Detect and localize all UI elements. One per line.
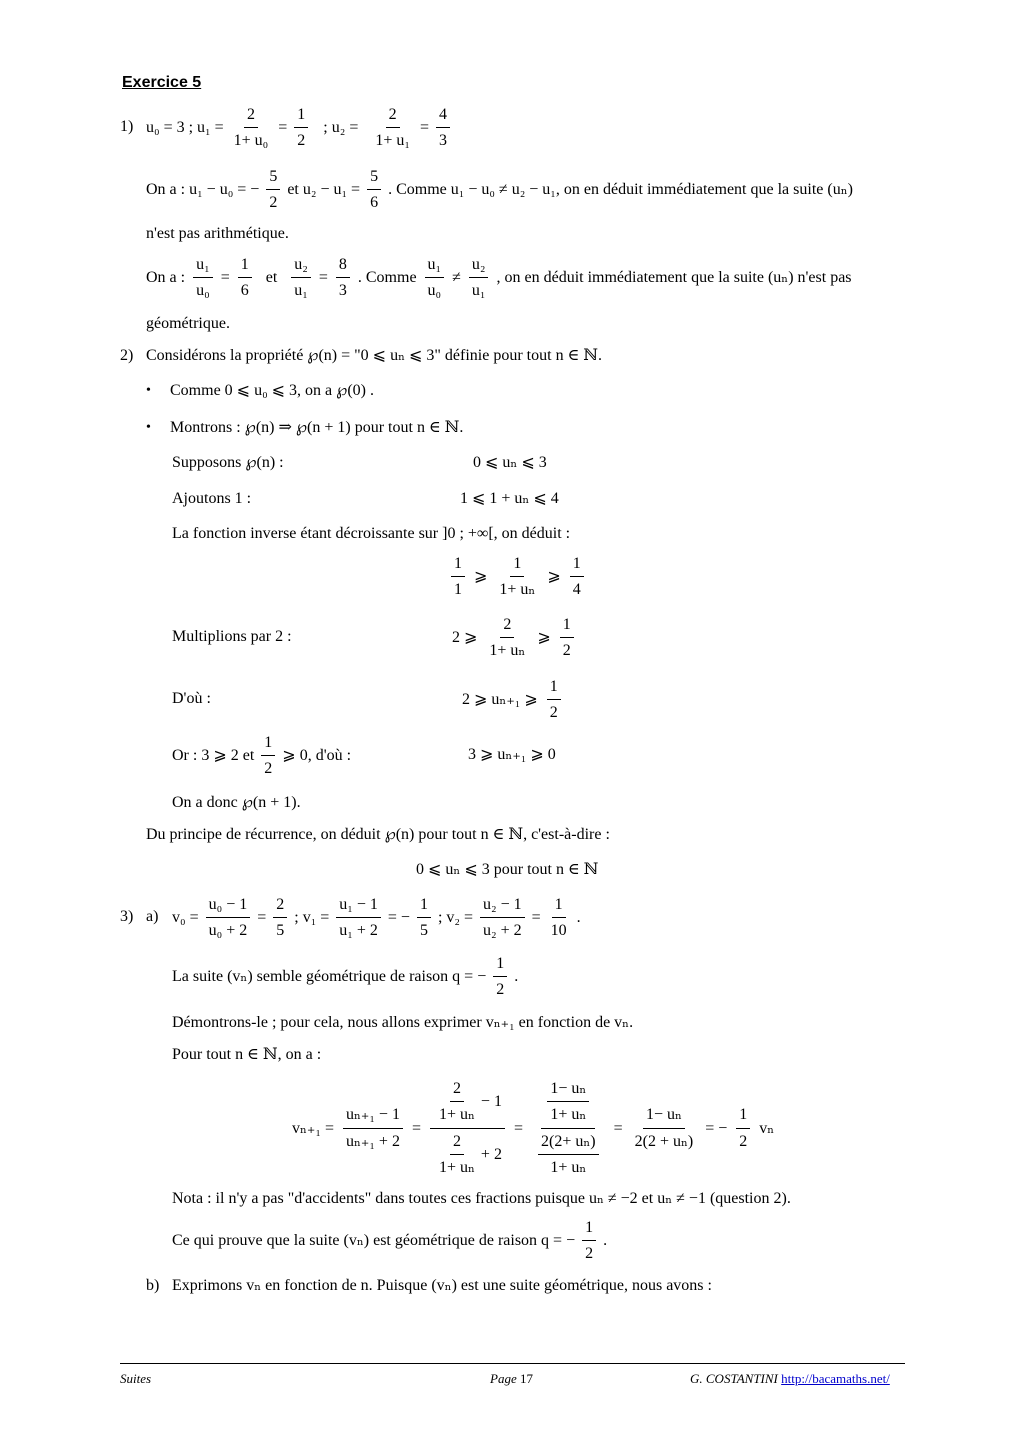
semble-line: La suite (vₙ) semble géométrique de raison q = − $\frac{1}{2}$ . bbox=[172, 955, 519, 999]
u1-result-fraction: $\frac{1}{2}$ bbox=[294, 106, 308, 151]
footer-rule bbox=[120, 1363, 905, 1364]
geo-frac-1: $\frac{\text{u₁}}{\text{u₀}}$ bbox=[193, 256, 213, 301]
footer-link[interactable]: http://bacamaths.net/ bbox=[781, 1371, 890, 1386]
u1-fraction: $\frac{2}{\text{1+ u₀}}$ bbox=[233, 106, 269, 150]
big-equation: vₙ₊₁ = $\frac{\text{uₙ₊₁ − 1}}{\text{uₙ₊₁ + 2}}$ = 2 1+ uₙ − 1 2 1+ uₙ + 2 = $\frac{\frac{\text{1− uₙ}}{\text{1+ uₙ}}}{\frac{\text{2(2+ uₙ)}}{\text{1+ uₙ}}}$ = $\frac{\text{1− uₙ}}{\text{2(2 + uₙ)}}$ = − $\frac{1}{2}$ vₙ bbox=[292, 1080, 775, 1177]
q3b-label: b) bbox=[146, 1277, 160, 1294]
geo-frac-3: $\frac{\text{u₂}}{\text{u₁}}$ bbox=[291, 256, 311, 301]
geo-frac-2: $\frac{1}{6}$ bbox=[238, 256, 252, 301]
multiply-label: Multiplions par 2 : bbox=[172, 628, 292, 645]
q3b-text: Exprimons vₙ en fonction de n. Puisque (vₙ) est une suite géométrique, nous avons : bbox=[172, 1277, 712, 1294]
v1-frac: $\frac{\text{u₁ − 1}}{\text{u₁ + 2}}$ bbox=[336, 896, 381, 941]
exercise-title: Exercice 5 bbox=[122, 74, 202, 91]
q1-arith-line: On a : u₁ − u₀ = − $\frac{5}{2}$ et u₂ − u₁ = $\frac{5}{6}$ . Comme u₁ − u₀ ≠ u₂ − u₁, on en déduit immédiatement que la suite (uₙ) bbox=[146, 168, 853, 212]
inv-frac-3: 1 4 bbox=[570, 555, 584, 600]
semble-frac: $\frac{1}{2}$ bbox=[493, 955, 507, 1000]
suppose-value: 0 ⩽ uₙ ⩽ 3 bbox=[473, 454, 547, 471]
inv-frac-2: 1 1+ uₙ bbox=[499, 555, 536, 599]
q1-not-arith: n'est pas arithmétique. bbox=[146, 225, 289, 242]
q2-init: Comme 0 ⩽ u₀ ⩽ 3, on a ℘(0) . bbox=[170, 382, 374, 399]
inverse-text: La fonction inverse étant décroissante sur ]0 ; +∞[, on déduit : bbox=[172, 525, 571, 542]
big-frac-1: $\frac{\text{uₙ₊₁ − 1}}{\text{uₙ₊₁ + 2}}$ bbox=[343, 1106, 403, 1151]
footer-left: Suites bbox=[120, 1371, 152, 1386]
q2-intro: Considérons la propriété ℘(n) = "0 ⩽ uₙ ⩽ 3" définie pour tout n ∈ ℕ. bbox=[146, 347, 603, 364]
arith-frac-2: $\frac{5}{6}$ bbox=[367, 168, 381, 213]
prouve-line: Ce qui prouve que la suite (vₙ) est géométrique de raison q = − $\frac{1}{2}$ . bbox=[172, 1219, 608, 1263]
footer-right: G. COSTANTINI http://bacamaths.net/ bbox=[690, 1371, 890, 1386]
prouve-frac: $\frac{1}{2}$ bbox=[582, 1219, 596, 1264]
q1-number: 1) bbox=[120, 118, 134, 135]
demo-line: Démontrons-le ; pour cela, nous allons exprimer vₙ₊₁ en fonction de vₙ. bbox=[172, 1014, 634, 1031]
big-frac-5: $\frac{1}{2}$ bbox=[736, 1106, 750, 1151]
nota-line: Nota : il n'y a pas "d'accidents" dans toutes ces fractions puisque uₙ ≠ −2 et uₙ ≠ −1 (question 2). bbox=[172, 1190, 791, 1207]
q1-geo-line: On a : $\frac{\text{u₁}}{\text{u₀}}$ = $\frac{1}{6}$ et $\frac{\text{u₂}}{\text{u₁}}$ = $\frac{8}{3}$ . Comme u₁ u₀ ≠ u₂ u₁ , on en déduit immédiatement que la suite (uₙ) n'est pas bbox=[146, 256, 852, 300]
geo-frac-6: u₂ u₁ bbox=[469, 256, 489, 301]
v2-result: $\frac{1}{10}$ bbox=[550, 896, 567, 940]
v2-frac: $\frac{\text{u₂ − 1}}{\text{u₂ + 2}}$ bbox=[480, 896, 525, 941]
multiply-inequality: 2 ⩾ 2 1+ uₙ ⩾ 1 2 bbox=[452, 616, 577, 661]
q1-not-geo: géométrique. bbox=[146, 315, 230, 332]
v0-result: $\frac{2}{5}$ bbox=[273, 896, 287, 941]
add-value: 1 ⩽ 1 + uₙ ⩽ 4 bbox=[460, 490, 559, 507]
q3a-label: a) bbox=[146, 908, 159, 925]
or-line: Or : 3 ⩾ 2 et 1 2 ⩾ 0, d'où : bbox=[172, 734, 352, 778]
hence-inequality: 2 ⩾ uₙ₊₁ ⩾ 1 2 bbox=[462, 678, 564, 723]
q3-number: 3) bbox=[120, 908, 134, 925]
principe-line: Du principe de récurrence, on déduit ℘(n) pour tout n ∈ ℕ, c'est-à-dire : bbox=[146, 826, 610, 843]
q1-terms-line: u₀ = 3 ; u₁ = $\frac{2}{\text{1+ u₀}}$ = $\frac{1}{2}$ ; u₂ = $\frac{2}{\text{1+ u₁}}$ = $\frac{4}{3}$ bbox=[146, 106, 453, 151]
hence-label: D'où : bbox=[172, 690, 211, 707]
or-frac: 1 2 bbox=[261, 734, 275, 779]
v0-frac: $\frac{\text{u₀ − 1}}{\text{u₀ + 2}}$ bbox=[206, 896, 251, 941]
big-frac-2: 2 1+ uₙ − 1 2 1+ uₙ + 2 bbox=[430, 1080, 505, 1178]
inverse-inequality: 1 1 ⩾ 1 1+ uₙ ⩾ 1 4 bbox=[448, 555, 587, 600]
mul-frac-2: 1 2 bbox=[560, 616, 574, 661]
pourtout-line: Pour tout n ∈ ℕ, on a : bbox=[172, 1046, 322, 1063]
inv-frac-1: 1 1 bbox=[451, 555, 465, 600]
suppose-label: Supposons ℘(n) : bbox=[172, 454, 284, 471]
big-frac-4: $\frac{\text{1− uₙ}}{\text{2(2 + uₙ)}}$ bbox=[634, 1106, 694, 1150]
mul-frac-1: 2 1+ uₙ bbox=[489, 616, 526, 660]
bullet-2: • bbox=[146, 420, 151, 435]
hence-frac: 1 2 bbox=[547, 678, 561, 723]
donc-line: On a donc ℘(n + 1). bbox=[172, 794, 301, 811]
big-frac-3: $\frac{\frac{\text{1− uₙ}}{\text{1+ uₙ}}}{\frac{\text{2(2+ uₙ)}}{\text{1+ uₙ}}}$ bbox=[532, 1080, 605, 1178]
conclusion: 0 ⩽ uₙ ⩽ 3 pour tout n ∈ ℕ bbox=[416, 861, 599, 878]
q2-heredity: Montrons : ℘(n) ⇒ ℘(n + 1) pour tout n ∈ ℕ. bbox=[170, 419, 464, 436]
add-label: Ajoutons 1 : bbox=[172, 490, 252, 507]
geo-frac-5: u₁ u₀ bbox=[425, 256, 445, 301]
v1-result: $\frac{1}{5}$ bbox=[417, 896, 431, 941]
geo-frac-4: $\frac{8}{3}$ bbox=[336, 256, 350, 301]
v-terms-line: v₀ = $\frac{\text{u₀ − 1}}{\text{u₀ + 2}}$ = $\frac{2}{5}$ ; v₁ = $\frac{\text{u₁ − 1}}{\text{u₁ + 2}}$ = − $\frac{1}{5}$ ; v₂ = $\frac{\text{u₂ − 1}}{\text{u₂ + 2}}$ = $\frac{1}{10}$ . bbox=[172, 896, 581, 940]
arith-frac-1: $\frac{5}{2}$ bbox=[266, 168, 280, 213]
bullet-1: • bbox=[146, 383, 151, 398]
footer-page: Page 17 bbox=[490, 1371, 533, 1386]
u2-result-fraction: $\frac{4}{3}$ bbox=[436, 106, 450, 151]
u2-fraction: $\frac{2}{\text{1+ u₁}}$ bbox=[375, 106, 410, 150]
or-value: 3 ⩾ uₙ₊₁ ⩾ 0 bbox=[468, 746, 556, 763]
q1-terms-start: u₀ = 3 ; u₁ = bbox=[146, 119, 224, 137]
q2-number: 2) bbox=[120, 347, 134, 364]
